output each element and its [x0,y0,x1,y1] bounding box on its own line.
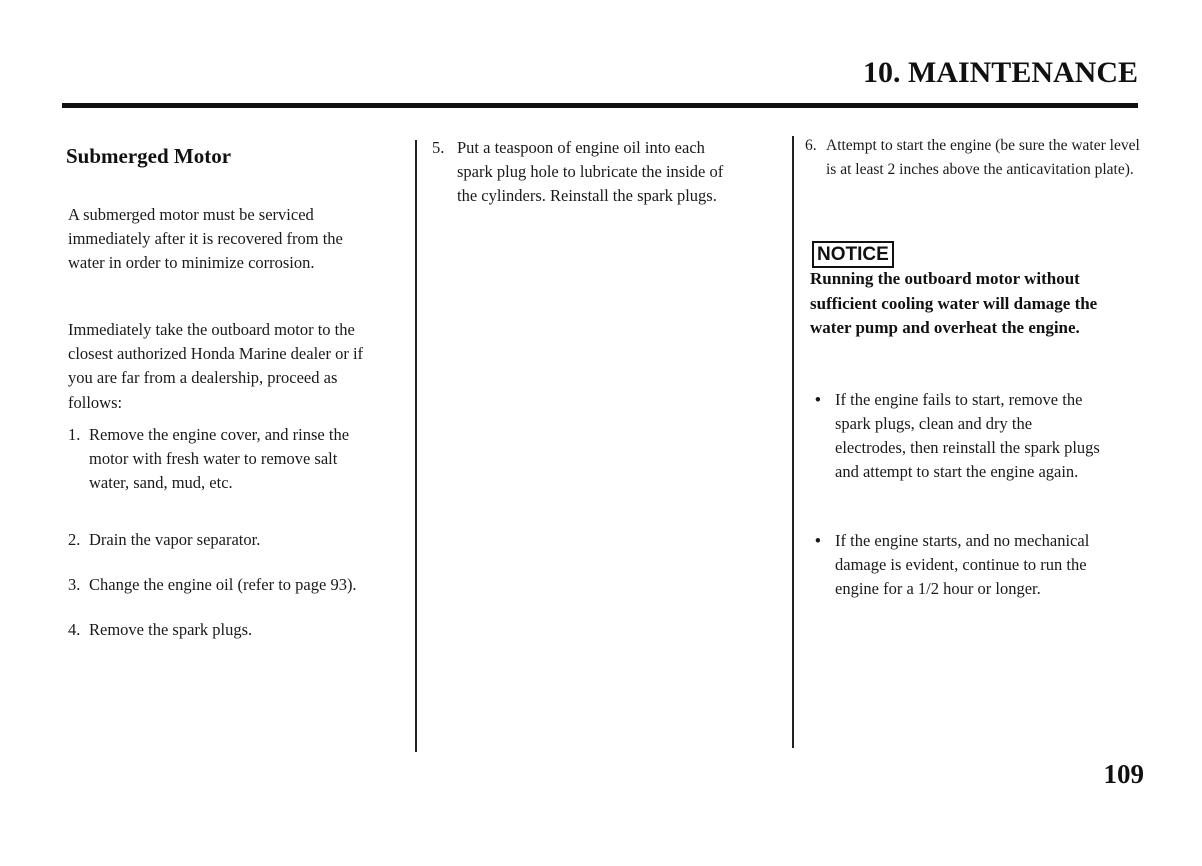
notice-label: NOTICE [812,241,894,268]
step-number: 1. [68,425,81,444]
section-heading: Submerged Motor [66,144,232,168]
step-text: Change the engine oil (refer to page 93). [89,575,357,594]
step-5 [432,136,742,209]
bullet-text: If the engine starts, and no mechanical damage is evident, continue to run the engine for a 1/2 hour or longer. [835,531,1090,598]
step-text: Remove the engine cover, and rinse the motor with fresh water to remove salt water, sand, mud, etc. [89,425,350,493]
header-rule [62,103,1138,108]
bullet-marker: • [815,390,821,409]
step-2 [68,528,398,552]
chapter-title: 10. MAINTENANCE [862,56,1138,89]
step-number: 3. [68,575,81,594]
intro-paragraph: A submerged motor must be serviced immediately after it is recovered from the water in order to minimize corrosion. [68,205,343,273]
step-3 [68,573,413,597]
step-number: 2. [68,530,81,549]
step-text: Put a teaspoon of engine oil into each spark plug hole to lubricate the inside of the cylinders. Reinstall the spark plugs. [457,138,724,206]
step-number: 5. [432,138,445,157]
column-divider-right [792,136,794,748]
step-text: Drain the vapor separator. [89,530,261,549]
step-4 [68,618,388,642]
step-text: Attempt to start the engine (be sure the water level is at least 2 inches above the anticavitation plate). [826,137,1140,178]
step-1 [68,423,368,496]
step-6 [805,134,1141,181]
page-number: 109 [1103,759,1144,789]
dealer-paragraph: Immediately take the outboard motor to the closest authorized Honda Marine dealer or if you are far from a dealership, proceed as follows: [68,320,364,412]
bullet-text: If the engine fails to start, remove the spark plugs, clean and dry the electrodes, then reinstall the spark plugs and attempt to start the engine again. [835,390,1100,481]
bullet-item [811,388,1101,484]
column-divider-left [415,140,417,752]
bullet-item [811,529,1121,601]
step-text: Remove the spark plugs. [89,620,253,639]
notice-text: Running the outboard motor without sufficient cooling water will damage the water pump and overheat the engine. [810,269,1098,337]
bullet-marker: • [815,531,821,550]
step-number: 6. [805,137,817,154]
step-number: 4. [68,620,81,639]
